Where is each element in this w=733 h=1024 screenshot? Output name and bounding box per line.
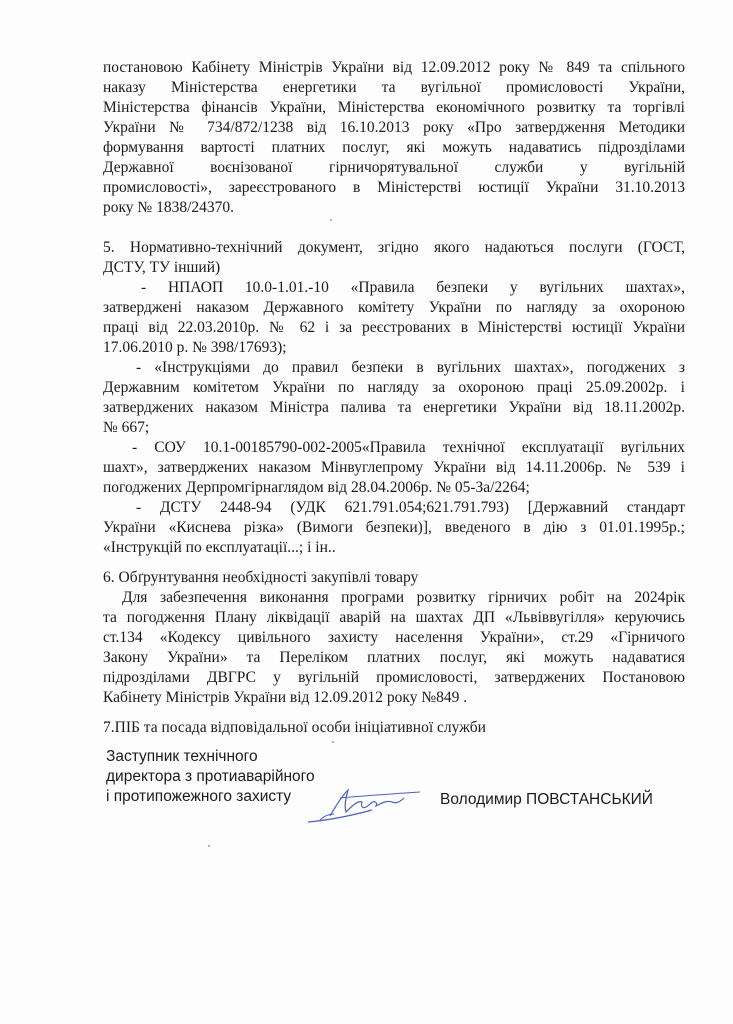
list-item: - НПАОП 10.0-1.01.-10 «Правила безпеки у вугільних шахтах», <box>141 279 685 296</box>
text-line: постановою Кабінету Міністрів України від 12.09.2012 року № 849 та спільного <box>103 59 685 76</box>
text-line: Для забезпечення виконання програми розвитку гірничих робіт на 2024рік <box>122 589 685 606</box>
list-item: погоджених Дерпромгірнаглядом від 28.04.2006р. № 05-За/2264; <box>103 479 530 496</box>
text-line: України № 734/872/1238 від 16.10.2013 року «Про затвердження Методики <box>103 119 685 136</box>
scan-speck <box>330 219 332 221</box>
scan-speck <box>208 845 210 847</box>
handwritten-signature <box>300 776 440 836</box>
text-line: підрозділами ДВГРС у вугільній промисловості, затверджених Постановою <box>103 669 685 686</box>
section-heading: 6. Обґрунтування необхідності закупівлі товару <box>103 569 419 586</box>
section-heading: ДСТУ, ТУ інший) <box>103 259 221 276</box>
text-line: Закону України» та Переліком платних послуг, які можуть надаватися <box>103 649 685 666</box>
signatory-name: Володимир ПОВСТАНСЬКИЙ <box>440 791 653 808</box>
text-line: ст.134 «Кодексу цивільного захисту населення України», ст.29 «Гірничого <box>103 629 685 646</box>
text-line: формування вартості платних послуг, які можуть надаватись підрозділами <box>103 139 685 156</box>
list-item: шахт», затверджених наказом Мінвуглепрому України від 14.11.2006р. № 539 і <box>103 459 685 476</box>
list-item: Державним комітетом України по нагляду за охороною праці 25.09.2002р. і <box>103 379 685 396</box>
list-item: праці від 22.03.2010р. № 62 і за реєстрованих в Міністерстві юстиції України <box>103 319 685 336</box>
text-line: наказу Міністерства енергетики та вугільної промисловості України, <box>103 79 685 96</box>
text-line: року № 1838/24370. <box>103 199 235 216</box>
text-line: Державної воєнізованої гірничорятувальної служби у вугільній <box>103 159 685 176</box>
text-line: Міністерства фінансів України, Міністерства економічного розвитку та торгівлі <box>103 99 685 116</box>
list-item: - ДСТУ 2448-94 (УДК 621.791.054;621.791.793) [Державний стандарт <box>136 499 685 516</box>
list-item: затверджені наказом Державного комітету України по нагляду за охороною <box>103 299 685 316</box>
text-line: та погодження Плану ліквідації аварій на шахтах ДП «Львіввугілля» керуючись <box>103 609 685 626</box>
list-item: - СОУ 10.1-00185790-002-2005«Правила технічної експлуатації вугільних <box>132 439 685 456</box>
signatory-position: Заступник технічного <box>106 748 258 765</box>
list-item: затверджених наказом Міністра палива та енергетики України від 18.11.2002р. <box>103 399 685 416</box>
list-item: - «Інструкціями до правил безпеки в вугільних шахтах», погоджених з <box>136 359 685 376</box>
list-item: № 667; <box>103 419 150 436</box>
list-item: 17.06.2010 р. № 398/17693); <box>103 339 287 356</box>
text-line: промисловості», зареєстрованого в Міністерстві юстиції України 31.10.2013 <box>103 179 685 196</box>
list-item: «Інструкцій по експлуатації...; і ін.. <box>103 539 336 556</box>
section-heading: 5. Нормативно-технічний документ, згідно якого надаються послуги (ГОСТ, <box>103 239 685 256</box>
text-line: Кабінету Міністрів України від 12.09.2012 року №849 . <box>103 689 468 706</box>
section-heading: 7.ПІБ та посада відповідальної особи ініціативної служби <box>103 719 486 736</box>
signatory-position: і протипожежного захисту <box>106 788 292 805</box>
signatory-position: директора з протиаварійного <box>106 768 315 785</box>
list-item: України «Киснева різка» (Вимоги безпеки)], введеного в дію з 01.01.1995р.; <box>103 519 685 536</box>
scan-speck <box>332 741 334 743</box>
